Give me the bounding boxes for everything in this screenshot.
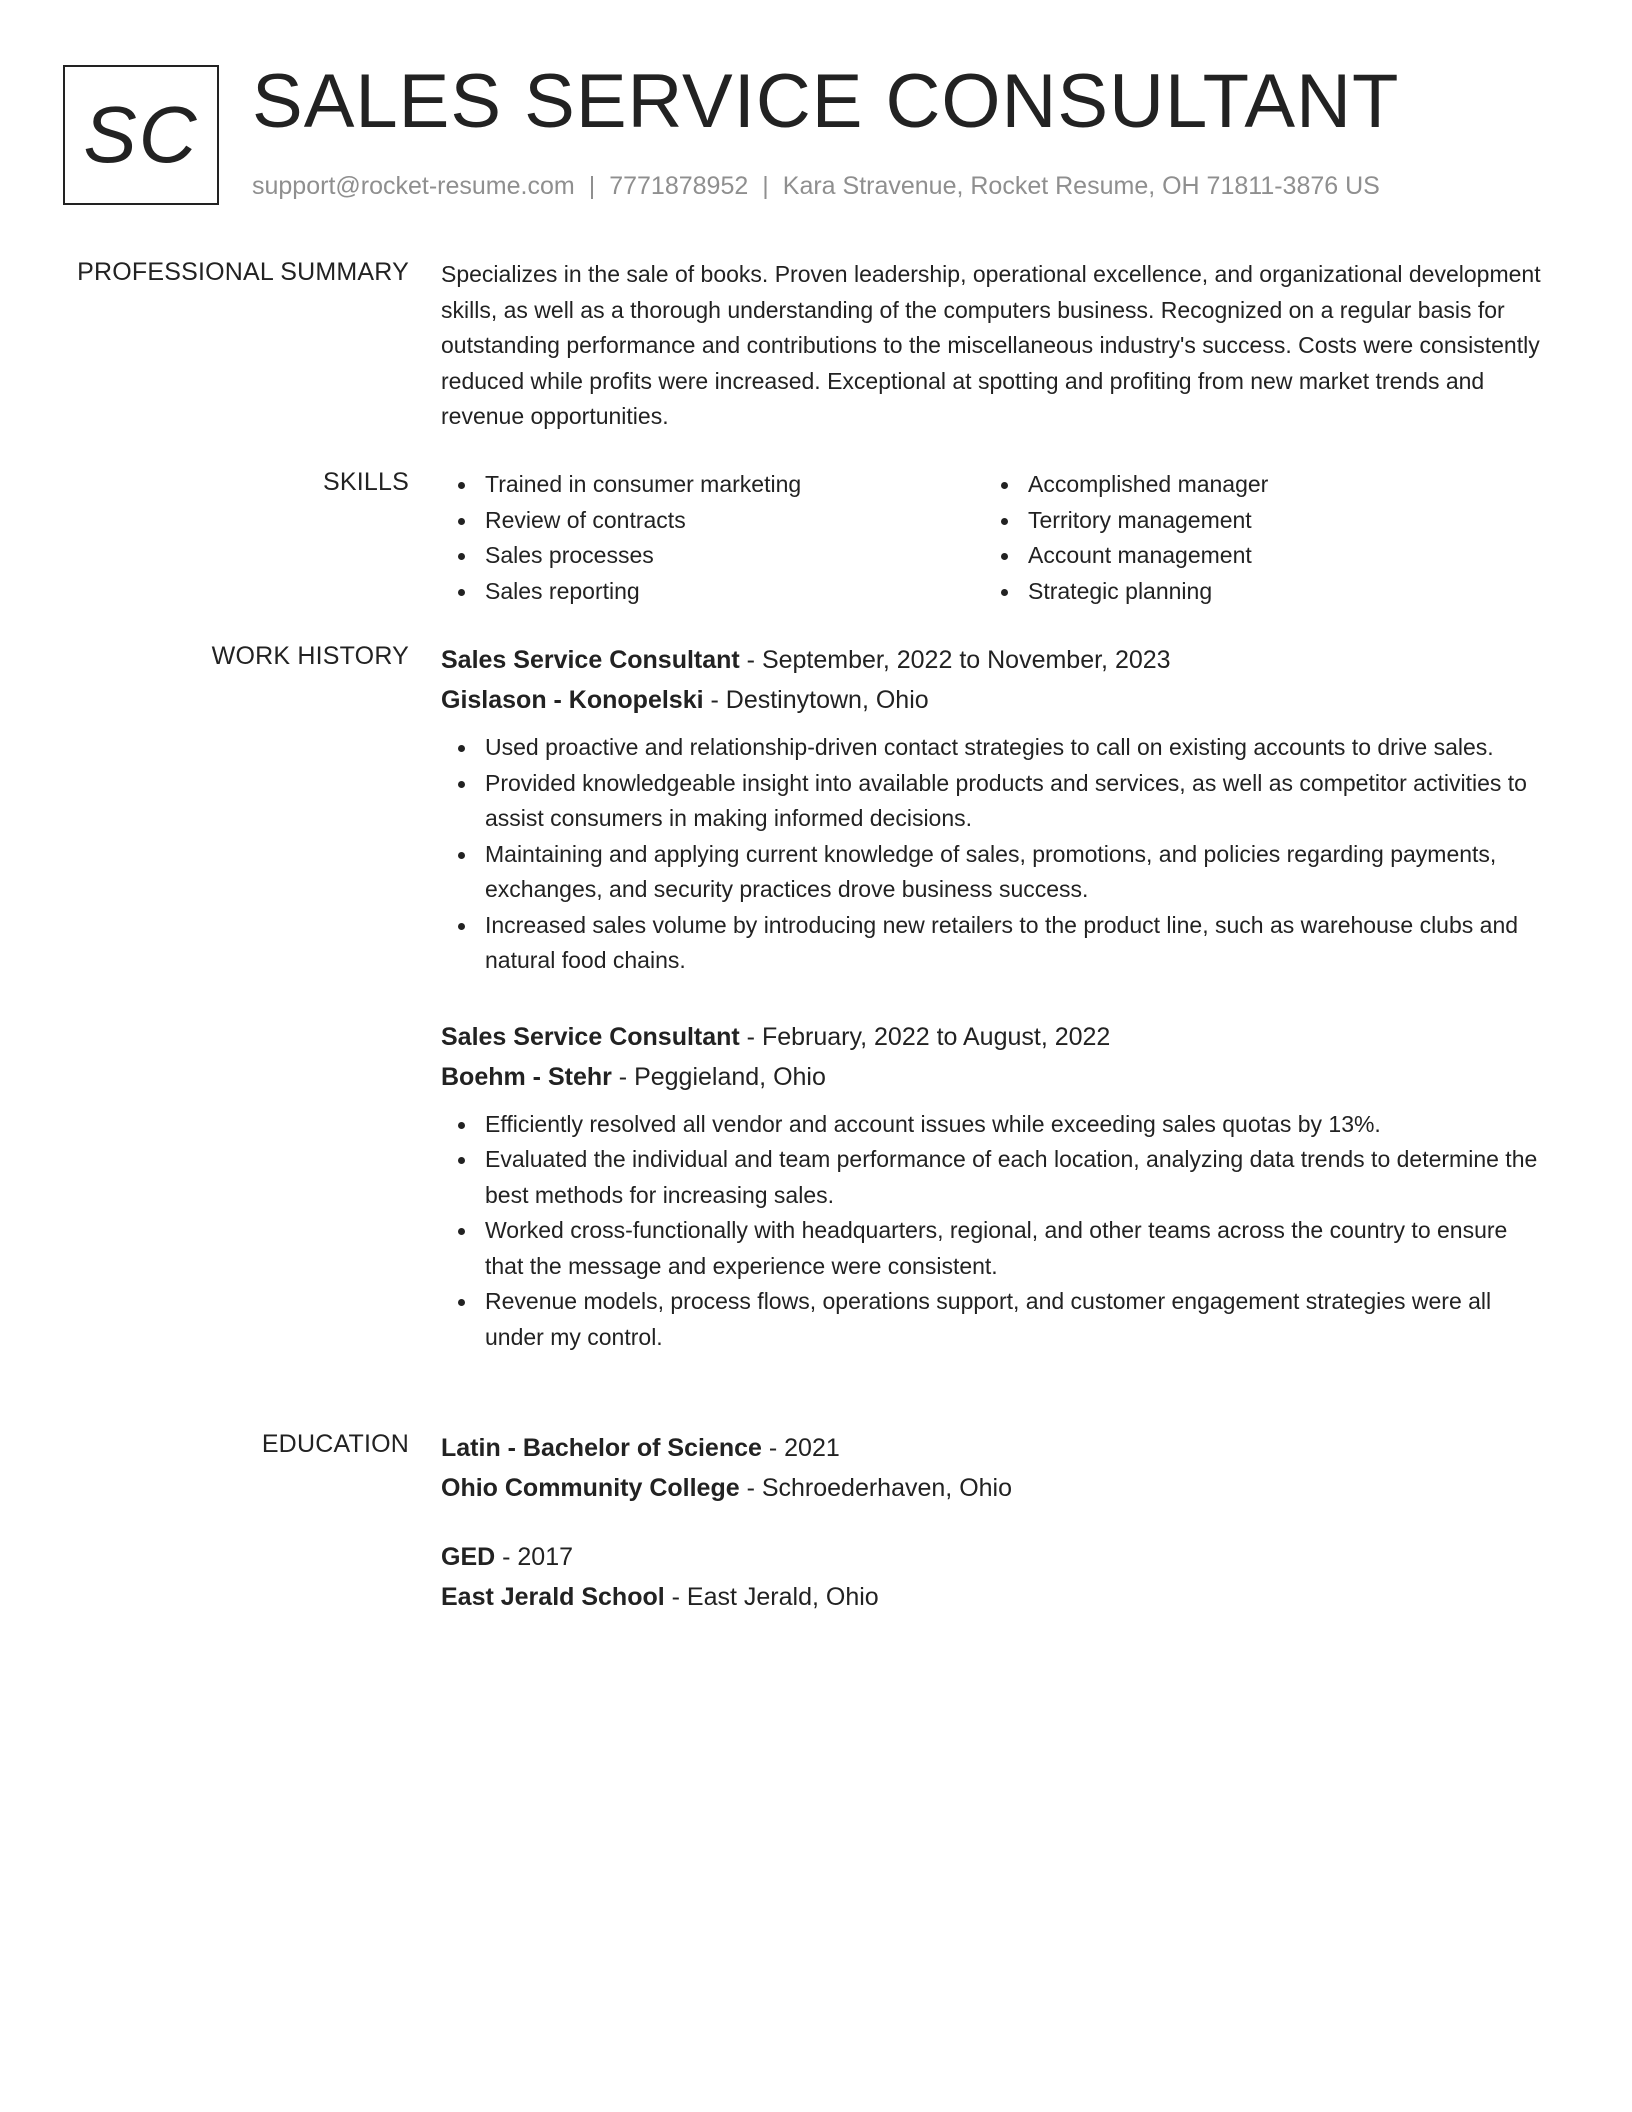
job-title-line	[441, 640, 1551, 680]
job-bullet: Increased sales volume by introducing new retailers to the product line, such as warehouse clubs and natural food chains.	[441, 908, 1551, 979]
skill-item: Sales processes	[441, 538, 984, 574]
skill-item: Sales reporting	[441, 574, 984, 610]
job-bullet: Provided knowledgeable insight into available products and services, as well as competitor activities to assist consumers in making informed decisions.	[441, 766, 1551, 837]
job-bullet: Maintaining and applying current knowledge of sales, promotions, and policies regarding payments, exchanges, and security practices drove business success.	[441, 837, 1551, 908]
education-year: - 2021	[761, 1434, 840, 1462]
section-body	[441, 640, 1551, 1355]
education-school-line	[441, 1577, 1551, 1617]
job-entry	[441, 1017, 1551, 1356]
section-heading: WORK HISTORY	[211, 642, 409, 670]
job-title: Sales Service Consultant	[441, 646, 740, 674]
education-location: - East Jerald, Ohio	[664, 1583, 879, 1611]
job-company-line	[441, 1057, 1551, 1097]
job-bullet: Used proactive and relationship-driven contact strategies to call on existing accounts to drive sales.	[441, 730, 1551, 766]
contact-phone: 7771878952	[609, 172, 749, 200]
job-company-line	[441, 680, 1551, 720]
candidate-name: SALES SERVICE CONSULTANT	[252, 59, 1400, 144]
education-school: Ohio Community College	[441, 1474, 740, 1502]
section-heading: SKILLS	[323, 468, 409, 496]
skills-column	[984, 467, 1268, 609]
skills-column	[441, 467, 984, 609]
job-dates: - February, 2022 to August, 2022	[739, 1022, 1111, 1051]
contact-email: support@rocket-resume.com	[252, 172, 575, 200]
section-body	[441, 257, 1551, 435]
education-year: - 2017	[495, 1543, 574, 1571]
education-degree: Latin - Bachelor of Science	[441, 1434, 762, 1462]
job-dates: - September, 2022 to November, 2023	[739, 646, 1171, 674]
education-entry	[441, 1537, 1551, 1617]
education-degree: GED	[441, 1543, 496, 1571]
job-entry	[441, 640, 1551, 979]
section-body	[441, 467, 1551, 609]
contact-separator: |	[762, 172, 769, 200]
job-bullets	[441, 1107, 1551, 1356]
education-school-line	[441, 1468, 1551, 1508]
contact-separator: |	[588, 172, 596, 200]
job-location: - Peggieland, Ohio	[611, 1062, 826, 1091]
monogram-initials: SC	[83, 90, 199, 179]
skill-item: Strategic planning	[984, 574, 1268, 610]
section-body	[441, 1428, 1551, 1617]
job-title-line	[441, 1017, 1551, 1057]
section-heading: PROFESSIONAL SUMMARY	[77, 258, 409, 286]
job-company: Gislason - Konopelski	[441, 686, 704, 714]
contact-address: Kara Stravenue, Rocket Resume, OH 71811-3876 US	[782, 172, 1380, 200]
job-bullet: Efficiently resolved all vendor and account issues while exceeding sales quotas by 13%.	[441, 1107, 1551, 1143]
education-location: - Schroederhaven, Ohio	[739, 1474, 1013, 1502]
section-heading: EDUCATION	[261, 1430, 409, 1458]
skills-grid	[441, 467, 1551, 609]
summary-text: Specializes in the sale of books. Proven leadership, operational excellence, and organizational development skills, as well as a thorough understanding of the computers business. Recognized on a regular basis for outstanding performance and contributions to the miscellaneous industry's success. Costs were consistently reduced while profits were increased. Exceptional at spotting and profiting from new market trends and revenue opportunities.	[441, 261, 1541, 429]
monogram-box	[63, 65, 219, 205]
job-bullet: Worked cross-functionally with headquarters, regional, and other teams across the country to ensure that the message and experience were consistent.	[441, 1213, 1551, 1284]
job-bullet: Revenue models, process flows, operations support, and customer engagement strategies were all under my control.	[441, 1284, 1551, 1355]
skill-item: Account management	[984, 538, 1268, 574]
contact-line	[252, 171, 1380, 201]
skill-item: Accomplished manager	[984, 467, 1268, 503]
education-degree-line	[441, 1537, 1551, 1577]
education-school: East Jerald School	[441, 1583, 665, 1611]
job-bullets	[441, 730, 1551, 979]
skill-item: Trained in consumer marketing	[441, 467, 984, 503]
job-company: Boehm - Stehr	[441, 1062, 612, 1091]
job-bullet: Evaluated the individual and team performance of each location, analyzing data trends to determine the best methods for increasing sales.	[441, 1142, 1551, 1213]
education-entry	[441, 1428, 1551, 1508]
skill-item: Territory management	[984, 503, 1268, 539]
education-degree-line	[441, 1428, 1551, 1468]
job-title: Sales Service Consultant	[441, 1022, 740, 1051]
job-location: - Destinytown, Ohio	[703, 686, 929, 714]
skill-item: Review of contracts	[441, 503, 984, 539]
